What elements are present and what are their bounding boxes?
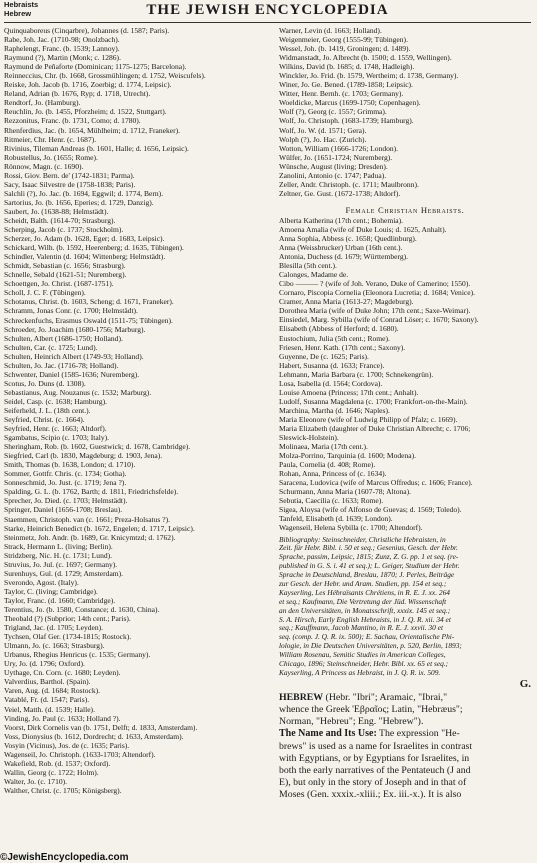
hebraist-entry: Steinmetz, Joh. Andr. (b. 1689, Gr. Knicymtzd; d. 1762). [4, 532, 176, 542]
hebraist-entry: Staemmen, Christoph. van (c. 1661; Preza-Holsatus ?). [4, 514, 170, 524]
running-head-line2: Hebrew [4, 8, 32, 18]
female-hebraist-entry: Elisabeth (Abbess of Herford; d. 1680). [279, 324, 399, 334]
hebraist-entry: Schreckenfuchs, Erasmus Oswald (1511-75; Tübingen). [4, 315, 173, 325]
female-hebraist-entry: Einsiedel, Marg. Sybilla (wife of Conrad Löser; c. 1670; Saxony). [279, 315, 479, 325]
female-hebraist-entry: Antonia, Duchess (d. 1679; Württemberg). [279, 252, 409, 262]
hebraist-entry: Rendtorf, Jo. (Hamburg). [4, 98, 81, 108]
hebraist-entry: Raymund (?), Martin (Monk; c. 1286). [4, 53, 121, 63]
bibliography-line: Sprache in Deutschland, Breslau, 1870; J. Perles, Beiträge [279, 571, 455, 580]
female-hebraist-entry: Anna Sophia, Abbess (c. 1658; Quedlinburg). [279, 233, 417, 243]
hebraist-entry: Woeldicke, Marcus (1699-1750; Copenhagen). [279, 98, 421, 108]
hebraist-entry: Spalding, G. L. (b. 1762, Barth; d. 1811, Friedrichsfelde). [4, 487, 179, 497]
bibliography-line: William Rosenau, Semitic Studies in American Colleges, [279, 651, 446, 660]
hebraist-entry: Sartorius, Jo. (b. 1656, Eperies; d. 1729, Danzig). [4, 197, 154, 207]
hebraist-entry: Siegfried, Carl (b. 1830, Magdeburg; d. 1903, Jena). [4, 451, 163, 461]
bibliography-line: seq. (comp. J. Q. R. ix. 500); E. Sachau, Orientalische Phi- [279, 633, 455, 642]
hebraist-entry: Schindler, Valentin (d. 1604; Wittenberg; Helmstädt). [4, 252, 166, 262]
hebraist-entry: Scholl, J. C. F. (Tübingen). [4, 288, 86, 298]
hebraist-entry: Veiel, Matth. (d. 1539; Halle). [4, 704, 95, 714]
article-line: HEBREW (Hebr. "Ibri"; Aramaic, "Ibrai," [279, 691, 448, 703]
hebraist-entry: Reinneccius, Chr. (b. 1668, Grossmühlingen; d. 1752, Weiscufels). [4, 71, 206, 81]
hebraist-entry: Weigenmeier, Georg (1555-99; Tübingen). [279, 35, 408, 45]
female-hebraist-entry: Blesilla (5th cent.). [279, 261, 337, 271]
hebraist-entry: Reuchlin, Jo. (b. 1455, Pforzheim; d. 1522, Stuttgart). [4, 107, 167, 117]
hebraist-entry: Wallin, Georg (c. 1722; Holm). [4, 767, 99, 777]
hebraist-entry: Sommer, Gottfr. Chris. (c. 1734; Gotha). [4, 469, 127, 479]
hebraist-entry: Sgambatus, Scipio (c. 1703; Italy). [4, 433, 110, 443]
hebraist-entry: Winer, Jo. Ge. Bened. (1789-1858; Leipsic). [279, 80, 413, 90]
female-hebraist-entry: Cramer, Anna Maria (1613-27; Magdeburg). [279, 297, 414, 307]
bibliography-line: Kayserling, A Princess as Hebraist, in J. Q. R. ix. 509. [279, 668, 441, 677]
hebraist-entry: Wilkins, David (b. 1685; d. 1748, Hadleigh). [279, 62, 415, 72]
hebraist-entry: Raphelengt, Franc. (b. 1539; Lannoy). [4, 44, 120, 54]
hebraist-entry: Seiferheld, J. L. (18th cent.). [4, 405, 91, 415]
hebraist-entry: Wolph (?), Jo. Hac. (Zurich). [279, 134, 367, 144]
hebraist-entry: Saubert, Jo. (1638-88; Helmstädt). [4, 206, 109, 216]
hebraist-entry: Varen, Aug. (d. 1684; Rostock). [4, 686, 101, 696]
hebraist-entry: Taylor, Franc. (d. 1660; Cambridge). [4, 595, 116, 605]
bibliography-line: lologie, in Die Deutschen Universitäten, p. 520, Berlin, 1893; [279, 642, 462, 651]
hebraist-entry: Scherzer, Jo. Adam (b. 1628, Eger; d. 1683, Leipsic). [4, 234, 165, 244]
female-hebraist-entry: Anna (Weissbrucker) Urban (16th cent.). [279, 243, 403, 253]
hebraist-entry: Schulten, Jo. Jac. (1716-78; Holland). [4, 360, 119, 370]
hebraist-entry: Voorst, Dirk Cornelis van (b. 1751, Delft; d. 1833, Amsterdam). [4, 722, 198, 732]
hebraist-entry: Vosyin (Vicinus), Jos. de (c. 1635; Paris). [4, 740, 130, 750]
article-line: both the early narratives of the Pentateuch (J and [279, 764, 471, 776]
hebraist-entry: Voss, Dionysius (b. 1612, Dordrecht; d. 1633, Amsterdam). [4, 731, 184, 741]
bibliography-line: published in G. S. i. 41 et seq.); L. Geiger, Studium der Hebr. [279, 562, 460, 571]
hebraist-entry: Strack, Hermann L. (living; Berlin). [4, 541, 113, 551]
article-line: with Egyptians, or by Egyptians for Israelites, in [279, 752, 470, 764]
hebraist-entry: Zeller, Andr. Christoph. (c. 1711; Maulbronn). [279, 179, 419, 189]
female-hebraist-entry: Guyenne, De (c. 1625; Paris). [279, 351, 369, 361]
hebraist-entry: Schulten, Car. (c. 1725; Lund). [4, 342, 98, 352]
hebraist-entry: Reiske, Joh. Jacob (b. 1716, Zoerbig; d. 1774, Leipsic). [4, 80, 172, 90]
hebraist-entry: Walter, Jo. (c. 1710). [4, 776, 68, 786]
female-hebraist-entry: Cornaro, Piscopia Cornelia (Eleonora Lucretia; d. 1684; Venice). [279, 288, 476, 298]
hebraist-entry: Starke, Heinrich Benedict (b. 1672, Engelen; d. 1717, Leipsic). [4, 523, 195, 533]
hebraist-entry: Scheidt, Balth. (1614-70; Strasburg). [4, 215, 116, 225]
female-hebraist-entry: Sigea, Aloysa (wife of Alfonso de Guevas; d. 1569; Toledo). [279, 505, 462, 515]
bibliography-line: zur Gesch. der Hebr. und Aram. Studien, pp. 154 et seq.; [279, 579, 447, 588]
author-signature: G. [519, 677, 531, 690]
hebraist-entry: Reland, Adrian (b. 1676, Ryp; d. 1718, Utrecht). [4, 89, 151, 99]
hebraist-entry: Wakefield, Rob. (d. 1537; Oxford). [4, 758, 111, 768]
hebraist-entry: Sebastianus, Aug. Nouzanus (c. 1532; Marburg). [4, 387, 152, 397]
hebraist-entry: Wessel, Joh. (b. 1419, Groningen; d. 1489). [279, 44, 411, 54]
female-hebraist-entry: Tanfeld, Elisabeth (d. 1639; London). [279, 514, 393, 524]
hebraist-entry: Wolf, Jo. W. (d. 1571; Gera). [279, 125, 367, 135]
hebraist-entry: Wünsche, August (living; Dresden). [279, 161, 388, 171]
hebraist-entry: Walther, Christ. (c. 1705; Königsberg). [4, 785, 122, 795]
hebraist-entry: Wolf, Jo. Christoph. (1683-1739; Hamburg). [279, 116, 414, 126]
female-hebraist-entry: Friesen, Henr. Kath. (17th cent.; Saxony). [279, 342, 406, 352]
hebraist-entry: Robustellus, Jo. (1655; Rome). [4, 152, 98, 162]
hebraist-entry: Witter, Henr. Bernh. (c. 1703; Germany). [279, 89, 404, 99]
hebraist-entry: Schulten, Heinrich Albert (1749-93; Holland). [4, 351, 144, 361]
female-hebraist-entry: Schurmann, Anna Maria (1607-78; Altona). [279, 487, 412, 497]
female-hebraist-entry: Calonges, Madame de. [279, 270, 349, 280]
hebraist-entry: Rabe, Joh. Jac. (1710-98; Onolzbach). [4, 35, 120, 45]
hebraist-entry: Schotanus, Christ. (b. 1603, Scheng; d. 1671, Franeker). [4, 297, 174, 307]
hebraist-entry: Sprecher, Jo. Died. (c. 1703; Helmstädt). [4, 496, 128, 506]
hebraist-entry: Rönnow, Magn. (c. 1690). [4, 161, 84, 171]
hebraist-entry: Schickard, Wilh. (b. 1592, Heerenberg; d. 1635, Tübingen). [4, 243, 184, 253]
hebraist-entry: Warner, Levin (d. 1663; Holland). [279, 26, 382, 35]
hebraist-entry: Sacy, Isaac Silvestre de (1758-1838; Paris). [4, 179, 136, 189]
encyclopedia-title: THE JEWISH ENCYCLOPEDIA [146, 2, 389, 18]
article-line: E), but only in the story of Joseph and in that of [279, 777, 467, 789]
hebraist-entry: Schroeder, Jo. Joachim (1680-1756; Marburg). [4, 324, 146, 334]
hebraist-entry: Rezzonitus, Franc. (b. 1731, Como; d. 1780). [4, 116, 141, 126]
female-hebraist-entry: Maria Elizabeth (daughter of Duke Christian Albrecht; c. 1706; [279, 423, 471, 433]
hebraist-entry: Sverondo, Agost. (Italy). [4, 577, 79, 587]
page-header [4, 1, 531, 23]
header-rule [4, 22, 531, 23]
hebraist-entry: Struvius, Jo. Jul. (c. 1697; Germany). [4, 559, 118, 569]
female-hebraist-entry: Paula, Cornelia (d. 408; Rome). [279, 460, 376, 470]
bibliography-line: an den Universitäten, in Monatsschrift, xxxix. 145 et seq.; [279, 606, 451, 615]
hebraist-entry: Theobald (?) (Subprior; 14th cent.; Paris). [4, 614, 131, 624]
hebraist-entry: Stridzberg, Nic. H. (c. 1731; Lund). [4, 550, 113, 560]
article-line: whence the Greek 'Εβραῖος; Latin, "Hebræus"; [279, 703, 463, 715]
hebraist-entry: Winckler, Jo. Frid. (b. 1579, Wertheim; d. 1738, Germany). [279, 71, 459, 81]
hebraist-entry: Wülfer, Jo. (1651-1724; Nuremberg). [279, 152, 393, 162]
hebraist-entry: Seyfried, Henr. (c. 1663; Altdorf). [4, 424, 107, 434]
hebraist-entry: Schnelle, Sebald (1621-51; Nuremberg). [4, 270, 127, 280]
hebraist-entry: Wolf (?), Georg (c. 1557; Grimma). [279, 107, 387, 117]
article-line: Moses (Gen. xxxix.-xliii.; Ex. iii.-x.). It is also [279, 789, 462, 801]
female-hebraist-entry: Dorothea Maria (wife of Duke John; 17th cent.; Saxe-Weimar). [279, 306, 471, 316]
article-line: Norman, "Hebreu"; Eng. "Hebrew"). [279, 716, 424, 728]
bibliography-line: et seq.; Kaufmann, Die Vertretung der Jüd. Wissenschaft [279, 597, 447, 606]
hebraist-entry: Zanolini, Antonio (c. 1747; Padua). [279, 170, 387, 180]
bibliography-line: seq.; Kauffmann, Jacob Mantino, in R. E. J. xxvii. 30 et [279, 624, 443, 633]
female-hebraist-entry: Molza-Porrino, Tarquinia (d. 1600; Modena). [279, 451, 417, 461]
bibliography-line: Chicago, 1896; Steinschneider, Hebr. Bibl. xx. 65 et seq.; [279, 660, 449, 668]
female-hebraist-entry: Ludolf, Susanna Magdalena (c. 1700; Frankfort-on-the-Main). [279, 396, 468, 406]
bibliography-line: Sprache, passim, Leipsic, 1815; Zunz, Z. G. pp. 1 et seq. (re- [279, 553, 459, 562]
hebraist-entry: Rossi, Giov. Bern. de' (1742-1831; Parma). [4, 170, 135, 180]
hebraist-entry: Springer, Daniel (1656-1708; Breslau). [4, 505, 123, 515]
female-hebraist-entry: Losa, Isabella (d. 1564; Cordova). [279, 378, 383, 388]
hebraist-entry: Scherping, Jacob (c. 1737; Stockholm). [4, 225, 124, 235]
hebrew-article [279, 692, 531, 802]
hebraist-entry: Wagenseil, Jo. Christoph. (1633-1703; Altendorf). [4, 749, 156, 759]
hebraist-entry: Tychsen, Olaf Ger. (1734-1815; Rostock). [4, 632, 132, 642]
hebraist-entry: Ritmeier, Chr. Henr. (c. 1687). [4, 134, 97, 144]
female-hebraist-entry: Sebutia, Caecilia (c. 1633; Rome). [279, 496, 384, 506]
bibliography-line: Kayserling, Les Hébraïsants Chrétiens, in R. E. J. xx. 264 [279, 588, 450, 597]
female-hebraist-entry: Habert, Susanna (d. 1633; France). [279, 360, 385, 370]
bibliography-line: Bibliography: Steinschneider, Christliche Hebraisten, in [279, 535, 446, 544]
hebraist-entry: Seidel, Casp. (c. 1638; Hamburg). [4, 396, 107, 406]
hebraist-entry: Widmanstadt, Jo. Albrecht (b. 1500; d. 1559, Wellingen). [279, 53, 452, 63]
hebraist-entry: Scotus, Jo. Duns (d. 1308). [4, 378, 86, 388]
bibliography-line: Zeit. für Hebr. Bibl. i. 50 et seq.; Gesenius, Gesch. der Hebr. [279, 544, 458, 553]
hebraist-entry: Rivinius, Tileman Andreas (b. 1601, Halle; d. 1656, Leipsic). [4, 143, 189, 153]
hebraist-entry: Smith, Thomas (b. 1638, London; d. 1710). [4, 460, 136, 470]
hebraist-entry: Vinding, Jo. Paul (c. 1633; Holland ?). [4, 713, 121, 723]
hebraist-entry: Schulten, Albert (1686-1750; Holland). [4, 333, 123, 343]
hebraist-entry: Schoettgen, Jo. Christ. (1687-1751). [4, 279, 114, 289]
female-hebraist-entry: Saracena, Ludovica (wife of Marcus Offredus; c. 1606; France). [279, 478, 473, 488]
female-hebraist-entry: Eustochium, Julia (5th cent.; Rome). [279, 333, 390, 343]
hebraist-entry: Trigland, Jac. (d. 1705; Leyden). [4, 623, 104, 633]
site-watermark: ©JewishEncyclopedia.com [0, 852, 129, 863]
article-line: brews" is used as a name for Israelites in contrast [279, 740, 473, 752]
hebraist-entry: Quinquaboreus (Cinqarbre), Johannes (d. 1587; Paris). [4, 26, 170, 35]
hebraist-entry: Surenhuys, Gul. (d. 1729; Amsterdam). [4, 568, 124, 578]
bibliography-line: S. A. Hirsch, Early English Hebraists, in J. Q. R. xii. 34 et [279, 615, 451, 624]
hebraist-entry: Vatablé, Fr. (d. 1547; Paris). [4, 695, 90, 705]
female-hebraist-entry: Rohan, Anna, Princess of (c. 1634). [279, 469, 387, 479]
hebraist-entry: Rhenferdius, Jac. (b. 1654, Mühlheim; d. 1712, Franeker). [4, 125, 181, 135]
female-hebraist-entry: Cibo ——— ? (wife of Joh. Verano, Duke of Camerino; 1550). [279, 279, 471, 289]
hebraist-entry: Schramm, Jonas Conr. (c. 1700; Helmstädt). [4, 306, 138, 316]
female-hebraist-entry: Lehmann, Maria Barbara (c. 1700; Schnekengrün). [279, 369, 434, 379]
female-hebraist-entry: Marchina, Martha (d. 1646; Naples). [279, 405, 390, 415]
hebraist-entry: Schmidt, Sebastian (c. 1656; Strasburg). [4, 261, 126, 271]
female-hebraists-list [279, 216, 531, 533]
hebraist-entry: Wotton, William (1666-1726; London). [279, 143, 399, 153]
hebraist-entry: Raymund de Peñaforte (Dominican; 1175-1275; Barcelona). [4, 62, 187, 72]
hebraist-entry: Ury, Jo. (d. 1796; Oxford). [4, 659, 85, 669]
bibliography [279, 536, 531, 678]
female-hebraist-entry: Alberta Katherina (17th cent.; Bohemia). [279, 215, 404, 225]
female-hebraist-entry: Louise Amoena (Princess; 17th cent.; Anhalt). [279, 387, 419, 397]
female-hebraist-entry: Sleswick-Holstein). [279, 433, 339, 443]
right-column [279, 26, 531, 801]
article-line: The Name and Its Use: The expression "He- [279, 728, 460, 740]
hebraist-entry: Zeltner, Ge. Gust. (1672-1738; Altdorf). [279, 188, 401, 198]
female-hebraist-entry: Maria Eleonore (wife of Ludwig Philipp of Pfalz; c. 1669). [279, 414, 458, 424]
hebraist-entry: Ulmann, Jo. (c. 1663; Strasburg). [4, 641, 105, 651]
running-head-line1: Hebraists [4, 0, 39, 9]
female-section-title: Female Christian Hebraists. [345, 204, 465, 215]
hebraist-entry: Salchli (?), Jo. Jac. (b. 1694, Eggwil; d. 1774, Bern). [4, 188, 164, 198]
hebraist-entry: Taylor, C. (living; Cambridge). [4, 586, 98, 596]
left-column [4, 26, 256, 795]
hebraist-entry: Sheringham, Rob. (b. 1602, Guestwick; d. 1678, Cambridge). [4, 442, 191, 452]
hebraist-entry: Terentius, Jo. (b. 1580, Constance; d. 1630, China). [4, 605, 160, 614]
female-hebraist-entry: Molinaea, Maria (17th cent.). [279, 442, 368, 452]
male-hebraists-continued [279, 26, 531, 198]
hebraist-entry: Seyfried, Christ. (c. 1664). [4, 415, 85, 425]
hebraist-entry: Uythage, Cn. Corn. (c. 1680; Leyden). [4, 668, 121, 678]
hebraist-entry: Urbanus, Rhegius Henricus (c. 1535; Germany). [4, 650, 151, 660]
female-hebraist-entry: Amoena Amalia (wife of Duke Louis; d. 1625, Anhalt). [279, 224, 447, 234]
female-hebraist-entry: Wagenseil, Helena Sybilla (c. 1700; Altendorf). [279, 523, 423, 533]
hebraist-entry: Schwenter, Daniel (1585-1636; Nuremberg). [4, 369, 140, 379]
hebraist-entry: Valverdius, Barthol. (Spain). [4, 677, 91, 687]
hebraist-entry: Sonneschmid, Jo. Just. (c. 1719; Jena ?). [4, 478, 127, 488]
